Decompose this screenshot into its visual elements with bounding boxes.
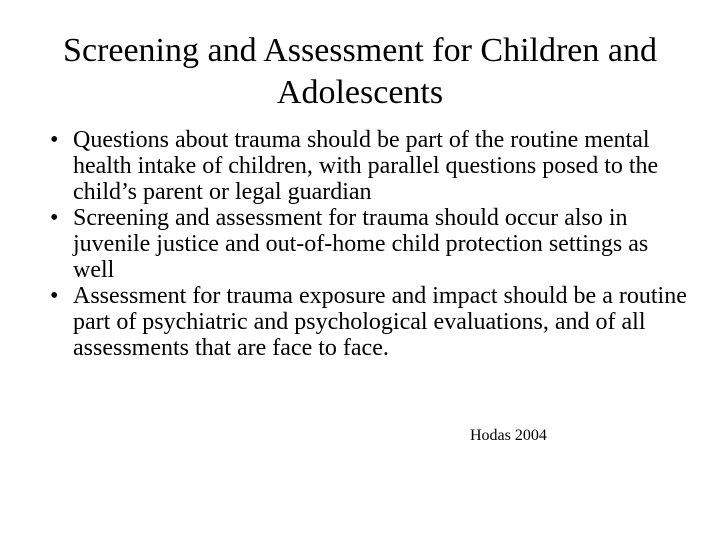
bullet-icon: • <box>50 283 59 309</box>
bullet-text: Assessment for trauma exposure and impact should be a routine part of psychiatric and psychological evaluations, and of all assessments that are face to face. <box>73 283 687 361</box>
bullet-text: Screening and assessment for trauma should occur also in juvenile justice and out-of-home child protection settings as well <box>73 205 649 283</box>
bullet-item <box>50 283 690 361</box>
bullet-item <box>50 205 690 283</box>
bullet-icon: • <box>50 127 59 153</box>
bullet-text: Questions about trauma should be part of the routine mental health intake of children, with parallel questions posed to the child’s parent or legal guardian <box>73 127 659 205</box>
bullet-list <box>50 127 690 361</box>
citation: Hodas 2004 <box>470 427 547 444</box>
bullet-item <box>50 127 690 205</box>
bullet-icon: • <box>50 205 59 231</box>
slide-title: Screening and Assessment for Children and Adolescents <box>63 32 657 111</box>
